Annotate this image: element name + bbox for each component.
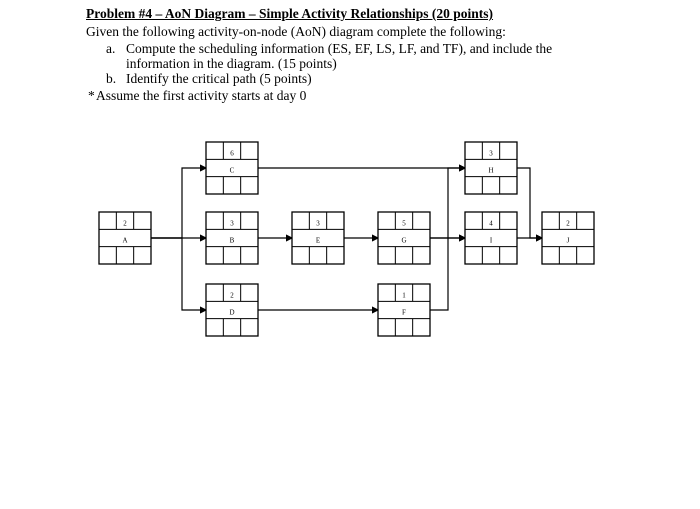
link-h-j (517, 168, 542, 238)
item-b-text: Identify the critical path (5 points) (126, 71, 312, 86)
activity-node-a (99, 212, 151, 264)
link-a-c (151, 168, 206, 238)
note-marker: * (88, 88, 95, 103)
node-duration: 3 (489, 149, 493, 158)
node-duration: 2 (123, 219, 127, 228)
node-label: C (229, 166, 235, 175)
activity-node-g (378, 212, 430, 264)
node-duration: 1 (402, 291, 406, 300)
node-duration: 2 (230, 291, 234, 300)
activity-node-i (465, 212, 517, 264)
node-label: G (401, 236, 407, 245)
item-a-continuation: information in the diagram. (15 points) (126, 56, 337, 71)
node-duration: 4 (489, 219, 493, 228)
link-g-h (430, 168, 465, 238)
link-f-i (430, 238, 465, 310)
activity-node-j (542, 212, 594, 264)
node-label: B (229, 236, 235, 245)
node-label: E (315, 236, 321, 245)
activity-node-f (378, 284, 430, 336)
problem-title: Problem #4 – AoN Diagram – Simple Activity Relationships (20 points) (86, 6, 494, 21)
activity-node-c (206, 142, 258, 194)
item-b-marker: b. (106, 71, 117, 86)
node-duration: 3 (230, 219, 234, 228)
node-duration: 2 (566, 219, 570, 228)
node-label: A (122, 236, 128, 245)
activity-nodes (99, 142, 594, 336)
node-duration: 3 (316, 219, 320, 228)
link-a-d (151, 238, 206, 310)
activity-node-h (465, 142, 517, 194)
node-duration: 6 (230, 149, 234, 158)
item-a-marker: a. (106, 41, 116, 56)
activity-node-e (292, 212, 344, 264)
node-label: D (229, 308, 235, 317)
note-text: Assume the first activity starts at day 0 (96, 88, 307, 103)
item-a-text: Compute the scheduling information (ES, EF, LS, LF, and TF), and include the (126, 41, 553, 56)
problem-intro: Given the following activity-on-node (AoN) diagram complete the following: (86, 24, 506, 39)
node-label: J (566, 236, 570, 245)
activity-node-d (206, 284, 258, 336)
node-duration: 5 (402, 219, 406, 228)
node-label: H (488, 166, 494, 175)
node-label: F (402, 308, 406, 317)
activity-node-b (206, 212, 258, 264)
node-label: I (489, 236, 493, 245)
